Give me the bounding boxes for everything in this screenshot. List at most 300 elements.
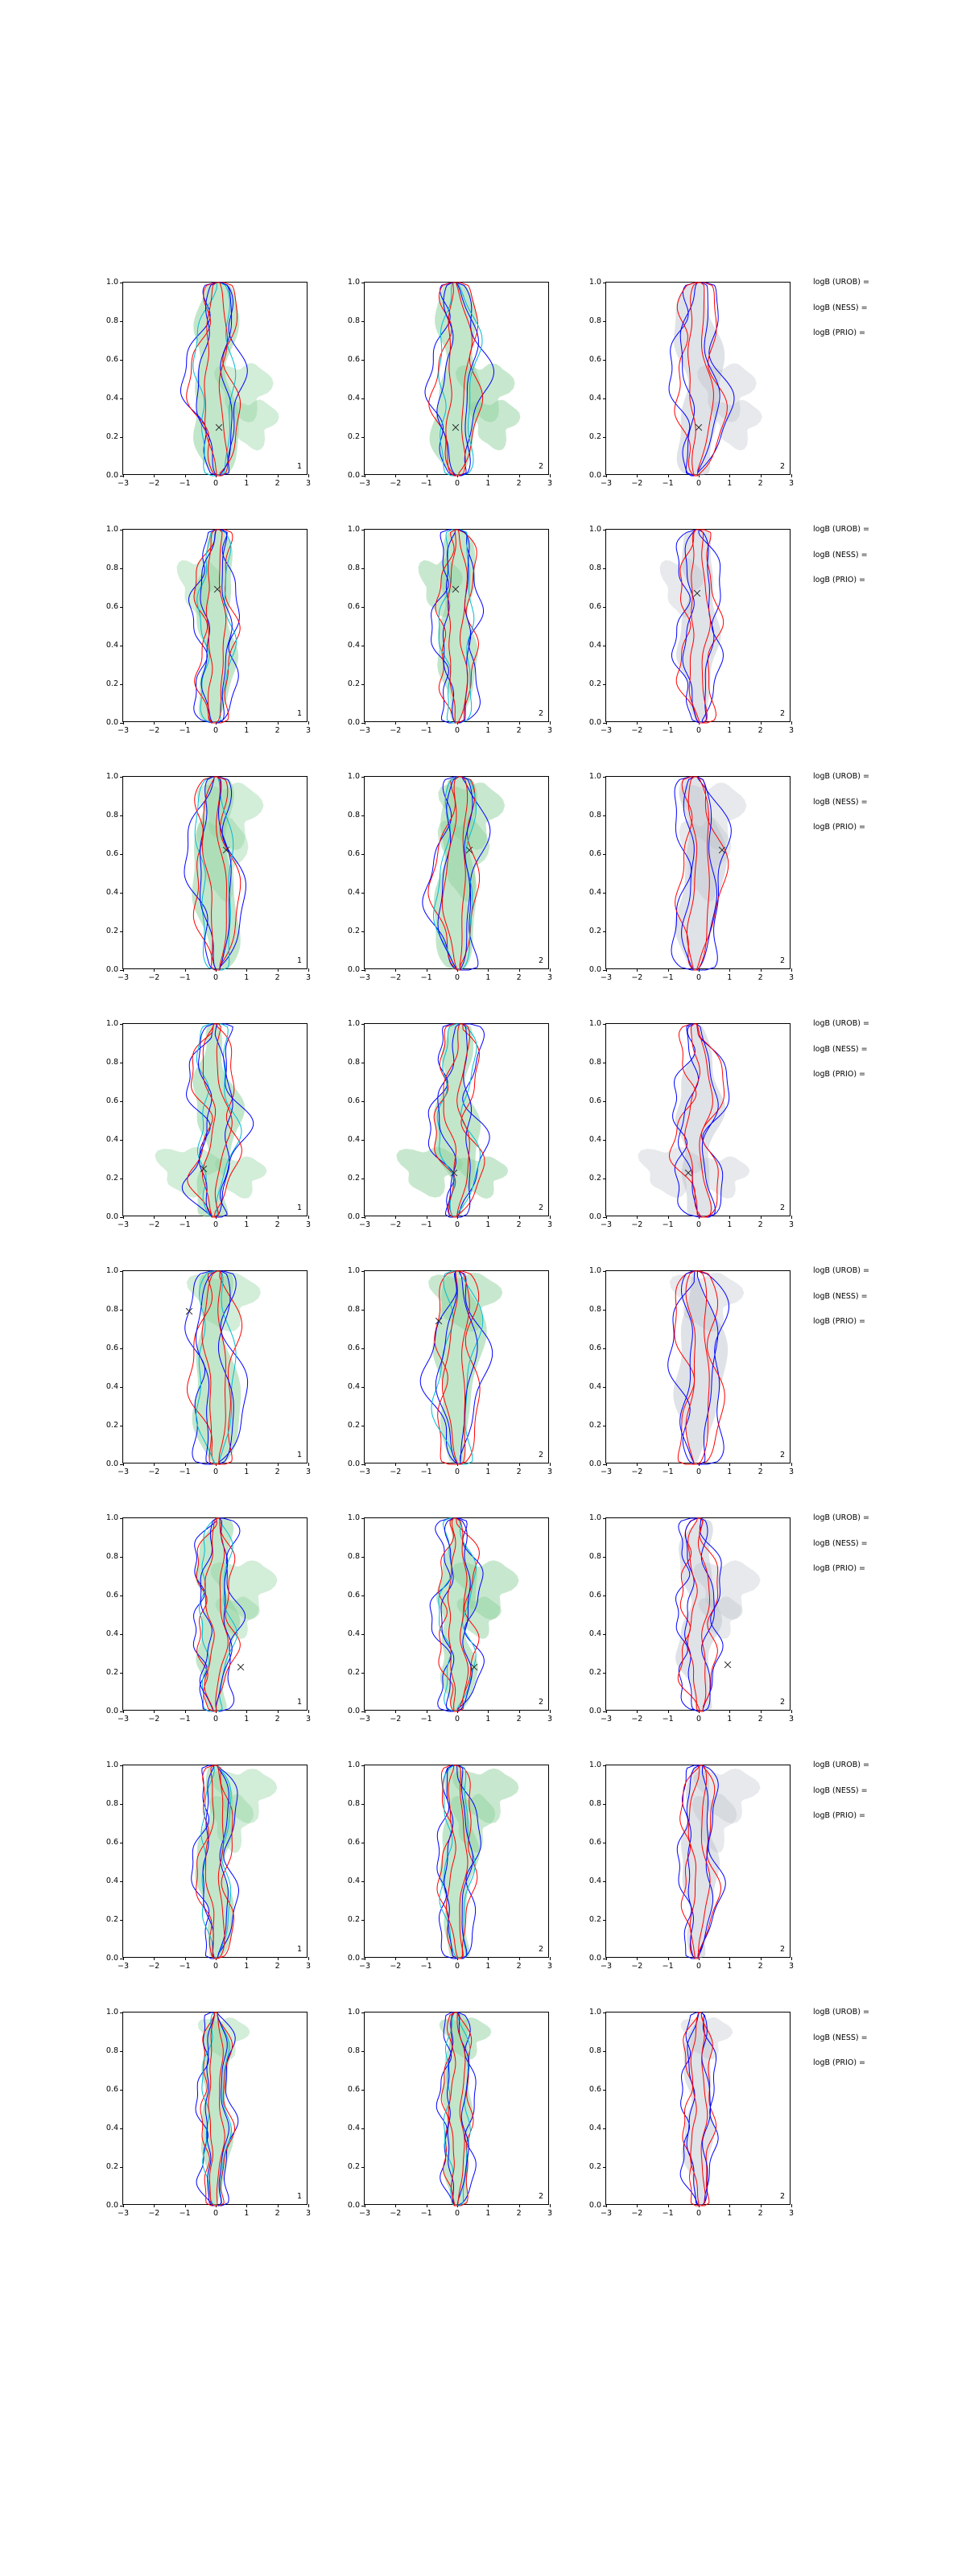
y-axis-tick-label: 0.6 [347, 1344, 360, 1352]
y-axis-tick-label: 0.4 [347, 394, 360, 402]
x-axis-tick-label: 1 [244, 2209, 250, 2218]
x-axis-tick-label: 0 [696, 1220, 702, 1229]
y-axis-tick-label: 0.2 [347, 679, 360, 688]
x-axis-tick-label: 1 [244, 1220, 250, 1229]
plot-area [588, 1019, 795, 1229]
x-axis-tick-label: 0 [213, 1962, 219, 1971]
y-axis-tick-label: 0.0 [347, 1212, 360, 1221]
x-axis-tick-label: 2 [275, 1962, 280, 1971]
plot-area [105, 278, 312, 488]
x-axis-tick-label: −1 [420, 726, 432, 735]
x-axis-tick-label: −1 [662, 973, 674, 982]
x-axis-tick-label: −3 [117, 973, 130, 982]
x-axis-tick-label: −1 [420, 1220, 432, 1229]
x-axis-tick-label: −1 [420, 973, 432, 982]
contour-lines [365, 2013, 550, 2206]
x-axis-tick-mark [308, 2204, 309, 2207]
contour-panel [330, 513, 559, 746]
y-axis-tick-label: 0.0 [588, 1707, 601, 1715]
y-axis-tick-label: 0.0 [588, 2201, 601, 2210]
x-axis-tick-mark [308, 1216, 309, 1219]
x-axis-tick-label: 1 [485, 479, 491, 488]
x-axis-tick-label: 2 [516, 1220, 522, 1229]
truth-marker [222, 846, 231, 855]
y-axis-tick-label: 0.8 [588, 564, 601, 572]
y-axis-tick-label: 0.8 [105, 564, 118, 572]
x-axis-tick-label: −1 [179, 1468, 191, 1476]
contour-lines [123, 1271, 308, 1464]
y-axis-tick-label: 0.8 [105, 2046, 118, 2055]
x-axis-tick-label: −1 [662, 1468, 674, 1476]
y-axis-tick-label: 0.6 [588, 355, 601, 364]
legend [813, 2008, 966, 2085]
y-axis-tick-label: 0.8 [105, 316, 118, 325]
x-axis-tick-mark [550, 1957, 551, 1960]
plot-area [105, 1019, 312, 1229]
legend-entry: logB (PRIO) = [813, 823, 866, 832]
panel-index-label: 1 [296, 1451, 302, 1459]
plot-area [588, 1761, 795, 1971]
contour-lines [123, 1024, 308, 1217]
contour-panel [330, 1007, 559, 1241]
y-axis-tick-label: 0.4 [588, 1382, 601, 1391]
legend-entry: logB (PRIO) = [813, 1317, 866, 1326]
contour-lines [123, 2013, 308, 2206]
y-axis-tick-label: 0.0 [347, 1707, 360, 1715]
x-axis-tick-label: 2 [516, 1468, 522, 1476]
x-axis-tick-mark [550, 1463, 551, 1466]
contour-panel [572, 513, 801, 746]
legend-entry: logB (UROB) = [813, 278, 869, 287]
x-axis-tick-label: 0 [696, 726, 702, 735]
legend-entry: logB (UROB) = [813, 2008, 869, 2017]
x-axis-tick-label: 3 [305, 479, 312, 488]
x-axis-tick-label: −3 [358, 2209, 371, 2218]
y-axis-tick-label: 0.8 [347, 1058, 360, 1067]
y-axis-tick-label: 0.8 [588, 1058, 601, 1067]
truth-region-blob [670, 1273, 745, 1332]
x-axis-tick-label: −1 [179, 1962, 191, 1971]
contour-panel [572, 266, 801, 499]
panel-row [0, 266, 966, 513]
y-axis-tick-label: 0.8 [588, 2046, 601, 2055]
x-axis-tick-label: 2 [275, 1468, 280, 1476]
x-axis-tick-label: 1 [244, 479, 250, 488]
x-axis-tick-label: 0 [696, 479, 702, 488]
y-axis-tick-label: 1.0 [347, 772, 360, 781]
legend-entry: logB (UROB) = [813, 772, 869, 781]
y-axis-tick-label: 0.2 [347, 1174, 360, 1183]
plot-area [347, 525, 553, 735]
y-axis-tick-label: 0.0 [347, 965, 360, 974]
y-axis-tick-label: 0.8 [347, 1799, 360, 1808]
y-axis-tick-label: 1.0 [347, 1266, 360, 1275]
x-axis-tick-label: −1 [420, 1962, 432, 1971]
y-axis-tick-label: 0.2 [588, 927, 601, 935]
x-axis-tick-label: −3 [600, 2209, 613, 2218]
truth-marker [724, 1661, 733, 1670]
y-axis-tick-label: 0.2 [105, 432, 118, 441]
x-axis-tick-label: −2 [390, 726, 402, 735]
y-axis-tick-label: 0.4 [588, 641, 601, 650]
y-axis-tick-label: 1.0 [347, 1513, 360, 1522]
x-axis-tick-label: 1 [244, 1715, 250, 1724]
plot-area [588, 772, 795, 982]
contour-lines [606, 1024, 791, 1217]
x-axis-tick-label: 1 [727, 973, 733, 982]
x-axis-tick-label: 0 [213, 1220, 219, 1229]
x-axis-tick-label: 1 [727, 1715, 733, 1724]
y-axis-tick-label: 0.8 [105, 1305, 118, 1314]
x-axis-tick-label: 3 [788, 726, 795, 735]
x-axis-tick-label: 1 [485, 1962, 491, 1971]
x-axis-tick-label: 3 [547, 1468, 553, 1476]
x-axis-tick-label: 1 [727, 726, 733, 735]
x-axis-tick-label: 0 [454, 1715, 460, 1724]
y-axis-tick-label: 0.6 [105, 602, 118, 611]
y-axis-tick-label: 0.6 [588, 602, 601, 611]
y-axis-tick-label: 0.0 [105, 718, 118, 727]
x-axis-tick-label: −3 [358, 726, 371, 735]
y-axis-tick-label: 0.0 [588, 965, 601, 974]
y-axis-tick-label: 0.0 [105, 1954, 118, 1963]
x-axis-tick-label: 3 [305, 1715, 312, 1724]
panel-index-label: 2 [779, 709, 785, 718]
legend-entry: logB (NESS) = [813, 303, 868, 312]
x-axis-tick-label: 2 [758, 1220, 763, 1229]
x-axis-tick-label: 3 [788, 1715, 795, 1724]
y-axis-tick-label: 1.0 [105, 525, 118, 534]
y-axis-tick-label: 0.8 [347, 1552, 360, 1561]
panel-index-label: 2 [538, 1945, 543, 1954]
x-axis-tick-mark [791, 968, 792, 972]
plot-area [347, 1513, 553, 1724]
contour-lines [606, 283, 791, 476]
panel-index-label: 2 [538, 1698, 543, 1707]
legend [813, 773, 966, 849]
contour-lines [365, 1518, 550, 1711]
x-axis-tick-mark [791, 1463, 792, 1466]
y-axis-tick-label: 0.4 [105, 1629, 118, 1638]
x-axis-tick-label: −2 [631, 973, 643, 982]
panel-index-label: 2 [538, 956, 543, 965]
y-axis-tick-label: 0.2 [347, 2162, 360, 2171]
legend [813, 279, 966, 355]
contour-lines [606, 777, 791, 970]
x-axis-tick-label: 3 [788, 2209, 795, 2218]
y-axis-tick-label: 0.0 [105, 2201, 118, 2210]
x-axis-tick-label: −1 [179, 2209, 191, 2218]
x-axis-tick-mark [791, 1710, 792, 1713]
x-axis-tick-mark [308, 1463, 309, 1466]
x-axis-tick-label: 3 [305, 1220, 312, 1229]
x-axis-tick-label: 1 [727, 479, 733, 488]
legend-entry: logB (NESS) = [813, 1291, 868, 1301]
x-axis-tick-label: −3 [117, 1468, 130, 1476]
panel-index-label: 1 [296, 462, 302, 471]
y-axis-tick-label: 0.8 [588, 1305, 601, 1314]
y-axis-tick-label: 0.0 [588, 1954, 601, 1963]
y-axis-tick-label: 0.4 [588, 1629, 601, 1638]
y-axis-tick-label: 0.2 [105, 679, 118, 688]
x-axis-tick-mark [550, 2204, 551, 2207]
y-axis-tick-label: 0.2 [588, 1174, 601, 1183]
contour-panel [89, 1501, 318, 1735]
y-axis-tick-label: 0.6 [588, 1344, 601, 1352]
truth-marker [236, 1662, 245, 1671]
y-axis-tick-label: 1.0 [347, 1019, 360, 1028]
x-axis-tick-label: 0 [213, 726, 219, 735]
contour-lines [123, 1765, 308, 1959]
x-axis-tick-label: 1 [485, 1468, 491, 1476]
y-axis-tick-label: 0.0 [347, 471, 360, 480]
panel-index-label: 1 [296, 956, 302, 965]
panel-row [0, 1748, 966, 1996]
y-axis-tick-label: 1.0 [105, 1761, 118, 1769]
legend [813, 526, 966, 602]
y-axis-tick-label: 0.0 [347, 1954, 360, 1963]
x-axis-tick-label: 0 [696, 1962, 702, 1971]
x-axis-tick-mark [791, 474, 792, 477]
contour-lines [606, 1271, 791, 1464]
x-axis-tick-label: 0 [454, 479, 460, 488]
legend-entry: logB (PRIO) = [813, 1811, 866, 1820]
x-axis-tick-label: 1 [727, 1468, 733, 1476]
x-axis-tick-label: −2 [631, 1220, 643, 1229]
y-axis-tick-label: 0.2 [588, 2162, 601, 2171]
y-axis-tick-label: 0.4 [105, 641, 118, 650]
panel-index-label: 2 [779, 1451, 785, 1459]
x-axis-tick-label: −3 [117, 2209, 130, 2218]
y-axis-tick-label: 0.4 [105, 394, 118, 402]
plot-area [347, 1266, 553, 1476]
x-axis-tick-label: −1 [662, 1220, 674, 1229]
legend-entry: logB (PRIO) = [813, 328, 866, 337]
y-axis-tick-label: 1.0 [347, 278, 360, 287]
y-axis-tick-label: 0.8 [347, 1305, 360, 1314]
panel-row [0, 1007, 966, 1254]
x-axis-tick-label: 3 [305, 726, 312, 735]
truth-marker [717, 846, 726, 855]
x-axis-tick-mark [791, 1216, 792, 1219]
legend-entry: logB (UROB) = [813, 1266, 869, 1275]
y-axis-tick-label: 1.0 [588, 525, 601, 534]
y-axis-tick-label: 0.6 [347, 1838, 360, 1847]
y-axis-tick-label: 0.6 [105, 1344, 118, 1352]
truth-marker [683, 1168, 692, 1177]
contour-panel [330, 266, 559, 499]
y-axis-tick-label: 0.6 [347, 849, 360, 858]
y-axis-tick-label: 0.0 [105, 1212, 118, 1221]
y-axis-tick-label: 0.2 [347, 1915, 360, 1924]
plot-area [347, 1019, 553, 1229]
panel-row [0, 1996, 966, 2243]
x-axis-tick-label: −1 [179, 726, 191, 735]
plot-area [105, 1266, 312, 1476]
x-axis-tick-label: −2 [390, 1220, 402, 1229]
x-axis-tick-label: −2 [631, 479, 643, 488]
x-axis-tick-label: −1 [420, 1468, 432, 1476]
contour-lines [606, 1518, 791, 1711]
x-axis-tick-label: 3 [547, 726, 553, 735]
x-axis-tick-mark [550, 721, 551, 724]
y-axis-tick-label: 0.8 [347, 564, 360, 572]
legend-entry: logB (UROB) = [813, 525, 869, 534]
panel-index-label: 1 [296, 1945, 302, 1954]
y-axis-tick-label: 1.0 [105, 2008, 118, 2017]
contour-panel [572, 1996, 801, 2229]
x-axis-tick-label: 2 [275, 2209, 280, 2218]
x-axis-tick-label: −3 [358, 1715, 371, 1724]
y-axis-tick-label: 0.4 [347, 641, 360, 650]
x-axis-tick-label: 0 [696, 1715, 702, 1724]
panel-index-label: 2 [779, 956, 785, 965]
y-axis-tick-label: 0.6 [588, 1838, 601, 1847]
plot-area [588, 278, 795, 488]
truth-marker [214, 423, 223, 432]
x-axis-tick-label: −3 [358, 973, 371, 982]
x-axis-tick-label: −3 [600, 479, 613, 488]
y-axis-tick-label: 0.4 [347, 1135, 360, 1144]
y-axis-tick-label: 0.2 [347, 1421, 360, 1430]
x-axis-tick-label: 2 [275, 479, 280, 488]
truth-region-blob [469, 400, 520, 451]
y-axis-tick-label: 0.4 [588, 1135, 601, 1144]
y-axis-tick-label: 0.0 [105, 1707, 118, 1715]
x-axis-tick-label: 1 [727, 2209, 733, 2218]
y-axis-tick-label: 0.2 [347, 1668, 360, 1677]
y-axis-tick-label: 0.8 [347, 316, 360, 325]
x-axis-tick-label: 2 [758, 479, 763, 488]
x-axis-tick-mark [550, 968, 551, 972]
y-axis-tick-label: 1.0 [105, 772, 118, 781]
legend-entry: logB (NESS) = [813, 1538, 868, 1548]
x-axis-tick-label: 3 [547, 1962, 553, 1971]
x-axis-tick-label: 2 [516, 973, 522, 982]
y-axis-tick-label: 0.6 [347, 1591, 360, 1600]
y-axis-tick-label: 1.0 [105, 1019, 118, 1028]
contour-lines [365, 777, 550, 970]
y-axis-tick-label: 0.0 [347, 718, 360, 727]
y-axis-tick-label: 0.6 [347, 355, 360, 364]
y-axis-tick-label: 0.4 [588, 394, 601, 402]
legend-entry: logB (PRIO) = [813, 1070, 866, 1079]
x-axis-tick-label: −1 [420, 1715, 432, 1724]
y-axis-tick-label: 1.0 [588, 1513, 601, 1522]
truth-marker [465, 846, 474, 855]
x-axis-tick-label: −2 [148, 973, 160, 982]
x-axis-tick-label: 1 [485, 973, 491, 982]
x-axis-tick-label: 3 [547, 973, 553, 982]
y-axis-tick-label: 0.6 [588, 849, 601, 858]
x-axis-tick-label: 2 [275, 726, 280, 735]
x-axis-tick-label: −3 [358, 1220, 371, 1229]
y-axis-tick-label: 0.8 [105, 1058, 118, 1067]
contour-panel [330, 1254, 559, 1488]
y-axis-tick-label: 1.0 [588, 772, 601, 781]
x-axis-tick-label: −2 [631, 726, 643, 735]
y-axis-tick-label: 0.0 [347, 2201, 360, 2210]
x-axis-tick-label: −2 [390, 2209, 402, 2218]
x-axis-tick-label: 3 [788, 479, 795, 488]
x-axis-tick-label: −1 [662, 479, 674, 488]
y-axis-tick-label: 0.2 [588, 1915, 601, 1924]
x-axis-tick-label: 2 [516, 726, 522, 735]
x-axis-tick-label: −1 [179, 973, 191, 982]
panel-index-label: 2 [779, 1945, 785, 1954]
truth-marker [452, 423, 460, 432]
x-axis-tick-label: −3 [600, 973, 613, 982]
x-axis-tick-label: 2 [516, 1962, 522, 1971]
y-axis-tick-label: 1.0 [588, 1761, 601, 1769]
panel-row [0, 1501, 966, 1748]
y-axis-tick-label: 0.4 [347, 1876, 360, 1885]
y-axis-tick-label: 0.6 [347, 1096, 360, 1105]
contour-panel [572, 760, 801, 993]
y-axis-tick-label: 0.8 [588, 316, 601, 325]
x-axis-tick-label: −2 [390, 479, 402, 488]
panel-index-label: 1 [296, 2192, 302, 2201]
plot-area [105, 1513, 312, 1724]
y-axis-tick-label: 0.4 [105, 2124, 118, 2132]
y-axis-tick-label: 0.6 [105, 1096, 118, 1105]
legend-entry: logB (NESS) = [813, 2033, 868, 2042]
x-axis-tick-label: −3 [117, 1220, 130, 1229]
plot-area [105, 2008, 312, 2218]
x-axis-tick-label: −3 [117, 1715, 130, 1724]
x-axis-tick-label: 0 [213, 1468, 219, 1476]
x-axis-tick-label: 2 [758, 726, 763, 735]
y-axis-tick-label: 0.6 [105, 849, 118, 858]
x-axis-tick-label: −2 [631, 1468, 643, 1476]
legend-entry: logB (UROB) = [813, 1513, 869, 1522]
x-axis-tick-label: 0 [454, 1220, 460, 1229]
contour-panel [330, 1748, 559, 1982]
y-axis-tick-label: 0.0 [105, 471, 118, 480]
contour-lines [123, 777, 308, 970]
x-axis-tick-label: −3 [358, 1962, 371, 1971]
legend-entry: logB (PRIO) = [813, 576, 866, 584]
plot-area [347, 772, 553, 982]
contour-panel [89, 266, 318, 499]
contour-lines [123, 530, 308, 723]
y-axis-tick-label: 0.6 [105, 1591, 118, 1600]
x-axis-tick-label: −1 [420, 2209, 432, 2218]
x-axis-tick-label: 0 [454, 973, 460, 982]
x-axis-tick-label: 1 [244, 1962, 250, 1971]
contour-lines [606, 1765, 791, 1959]
y-axis-tick-label: 0.0 [588, 1459, 601, 1468]
x-axis-tick-label: −2 [390, 1468, 402, 1476]
x-axis-tick-label: −1 [179, 479, 191, 488]
plot-area [105, 772, 312, 982]
y-axis-tick-label: 0.2 [347, 927, 360, 935]
y-axis-tick-label: 0.8 [347, 2046, 360, 2055]
legend [813, 1514, 966, 1591]
x-axis-tick-label: −2 [148, 1715, 160, 1724]
contour-panel [572, 1254, 801, 1488]
x-axis-tick-label: 0 [454, 1962, 460, 1971]
panel-index-label: 2 [779, 1203, 785, 1212]
x-axis-tick-label: 3 [305, 2209, 312, 2218]
x-axis-tick-label: 1 [727, 1220, 733, 1229]
x-axis-tick-mark [308, 474, 309, 477]
contour-panel [89, 1996, 318, 2229]
x-axis-tick-label: 1 [244, 1468, 250, 1476]
x-axis-tick-label: 0 [213, 479, 219, 488]
y-axis-tick-label: 1.0 [347, 2008, 360, 2017]
panel-index-label: 1 [296, 709, 302, 718]
